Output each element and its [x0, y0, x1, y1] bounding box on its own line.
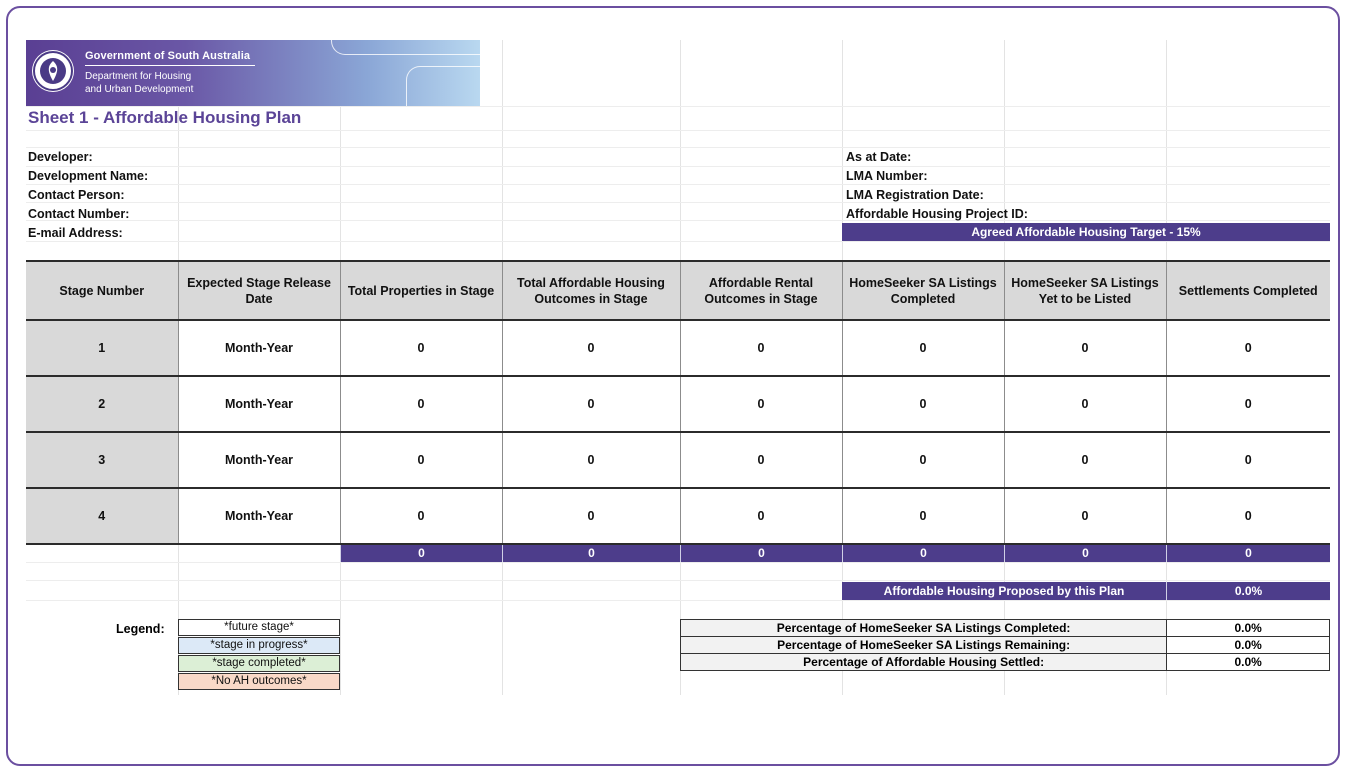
- header-stage-number: Stage Number: [26, 261, 178, 320]
- grid-line: [26, 130, 1330, 131]
- header-settlements: Settlements Completed: [1166, 261, 1330, 320]
- summary-row: [681, 637, 1330, 654]
- spreadsheet: [26, 40, 1330, 700]
- total-cell: 0: [1004, 545, 1166, 562]
- project-id-label: Affordable Housing Project ID:: [846, 207, 1028, 221]
- cell-value[interactable]: 0: [340, 488, 502, 544]
- proposed-label: Affordable Housing Proposed by this Plan: [842, 582, 1166, 600]
- grid-line: [26, 220, 1330, 221]
- cell-value[interactable]: 0: [1166, 376, 1330, 432]
- cell-value[interactable]: 0: [842, 488, 1004, 544]
- pct-listings-completed-label: Percentage of HomeSeeker SA Listings Completed:: [681, 620, 1167, 637]
- grid-line: [26, 600, 1330, 601]
- banner-decoration: [406, 66, 480, 106]
- table-row: [26, 320, 1330, 376]
- cell-value[interactable]: 0: [340, 376, 502, 432]
- legend-future-stage: *future stage*: [178, 619, 340, 636]
- cell-release-date[interactable]: Month-Year: [178, 320, 340, 376]
- cell-value[interactable]: 0: [502, 376, 680, 432]
- cell-value[interactable]: 0: [680, 488, 842, 544]
- gov-title: Government of South Australia: [85, 50, 251, 62]
- legend-stage-in-progress: *stage in progress*: [178, 637, 340, 654]
- total-cell: 0: [842, 545, 1004, 562]
- cell-release-date[interactable]: Month-Year: [178, 376, 340, 432]
- cell-value[interactable]: 0: [1166, 320, 1330, 376]
- cell-value[interactable]: 0: [842, 376, 1004, 432]
- contact-person-label: Contact Person:: [28, 188, 125, 202]
- cell-value[interactable]: 0: [1004, 432, 1166, 488]
- grid-line: [26, 184, 1330, 185]
- target-bar: Agreed Affordable Housing Target - 15%: [842, 223, 1330, 241]
- cell-stage[interactable]: 3: [26, 432, 178, 488]
- cell-value[interactable]: 0: [680, 376, 842, 432]
- table-header-row: [26, 261, 1330, 320]
- grid-line: [26, 166, 1330, 167]
- percentage-summary: [680, 619, 1330, 671]
- as-at-date-label: As at Date:: [846, 150, 912, 164]
- cell-value[interactable]: 0: [1004, 376, 1166, 432]
- cell-value[interactable]: 0: [1004, 320, 1166, 376]
- pct-listings-remaining-value: 0.0%: [1167, 637, 1330, 654]
- cell-value[interactable]: 0: [1166, 432, 1330, 488]
- grid-line: [26, 241, 1330, 242]
- grid-line: [26, 106, 1330, 107]
- pct-settled-value: 0.0%: [1167, 654, 1330, 671]
- total-cell: 0: [502, 545, 680, 562]
- summary-row: [681, 620, 1330, 637]
- table-row: [26, 488, 1330, 544]
- table-row: [26, 432, 1330, 488]
- pct-settled-label: Percentage of Affordable Housing Settled:: [681, 654, 1167, 671]
- government-banner: [26, 40, 480, 106]
- development-name-label: Development Name:: [28, 169, 149, 183]
- cell-stage[interactable]: 2: [26, 376, 178, 432]
- header-rental-outcomes: Affordable Rental Outcomes in Stage: [680, 261, 842, 320]
- contact-number-label: Contact Number:: [28, 207, 130, 221]
- legend-stage-completed: *stage completed*: [178, 655, 340, 672]
- pct-listings-remaining-label: Percentage of HomeSeeker SA Listings Remaining:: [681, 637, 1167, 654]
- cell-release-date[interactable]: Month-Year: [178, 432, 340, 488]
- header-total-properties: Total Properties in Stage: [340, 261, 502, 320]
- summary-row: [681, 654, 1330, 671]
- total-cell: 0: [340, 545, 502, 562]
- grid-line: [26, 580, 1330, 581]
- cell-value[interactable]: 0: [340, 320, 502, 376]
- cell-value[interactable]: 0: [502, 320, 680, 376]
- lma-registration-date-label: LMA Registration Date:: [846, 188, 984, 202]
- sheet-title: Sheet 1 - Affordable Housing Plan: [28, 108, 302, 127]
- cell-stage[interactable]: 1: [26, 320, 178, 376]
- grid-line: [26, 202, 1330, 203]
- cell-value[interactable]: 0: [340, 432, 502, 488]
- cell-value[interactable]: 0: [680, 432, 842, 488]
- proposed-value: 0.0%: [1166, 582, 1330, 600]
- total-cell: 0: [680, 545, 842, 562]
- developer-label: Developer:: [28, 150, 93, 164]
- totals-row: [340, 545, 1330, 562]
- cell-value[interactable]: 0: [1166, 488, 1330, 544]
- lma-number-label: LMA Number:: [846, 169, 928, 183]
- header-total-ah-outcomes: Total Affordable Housing Outcomes in Stage: [502, 261, 680, 320]
- dept-line-2: and Urban Development: [85, 84, 194, 95]
- header-listings-completed: HomeSeeker SA Listings Completed: [842, 261, 1004, 320]
- banner-rule: [85, 65, 255, 66]
- grid-line: [26, 562, 1330, 563]
- banner-decoration: [331, 40, 480, 55]
- cell-stage[interactable]: 4: [26, 488, 178, 544]
- header-listings-yet: HomeSeeker SA Listings Yet to be Listed: [1004, 261, 1166, 320]
- legend-no-ah-outcomes: *No AH outcomes*: [178, 673, 340, 690]
- cell-value[interactable]: 0: [502, 488, 680, 544]
- total-cell: 0: [1166, 545, 1330, 562]
- stage-table: [26, 260, 1330, 545]
- cell-value[interactable]: 0: [1004, 488, 1166, 544]
- table-row: [26, 376, 1330, 432]
- cell-value[interactable]: 0: [502, 432, 680, 488]
- dept-line-1: Department for Housing: [85, 71, 192, 82]
- legend-label: Legend:: [116, 622, 165, 636]
- grid-line: [26, 147, 1330, 148]
- pct-listings-completed-value: 0.0%: [1167, 620, 1330, 637]
- email-address-label: E-mail Address:: [28, 226, 123, 240]
- cell-release-date[interactable]: Month-Year: [178, 488, 340, 544]
- cell-value[interactable]: 0: [842, 320, 1004, 376]
- header-release-date: Expected Stage Release Date: [178, 261, 340, 320]
- cell-value[interactable]: 0: [842, 432, 1004, 488]
- cell-value[interactable]: 0: [680, 320, 842, 376]
- sa-crest-logo: [32, 50, 74, 92]
